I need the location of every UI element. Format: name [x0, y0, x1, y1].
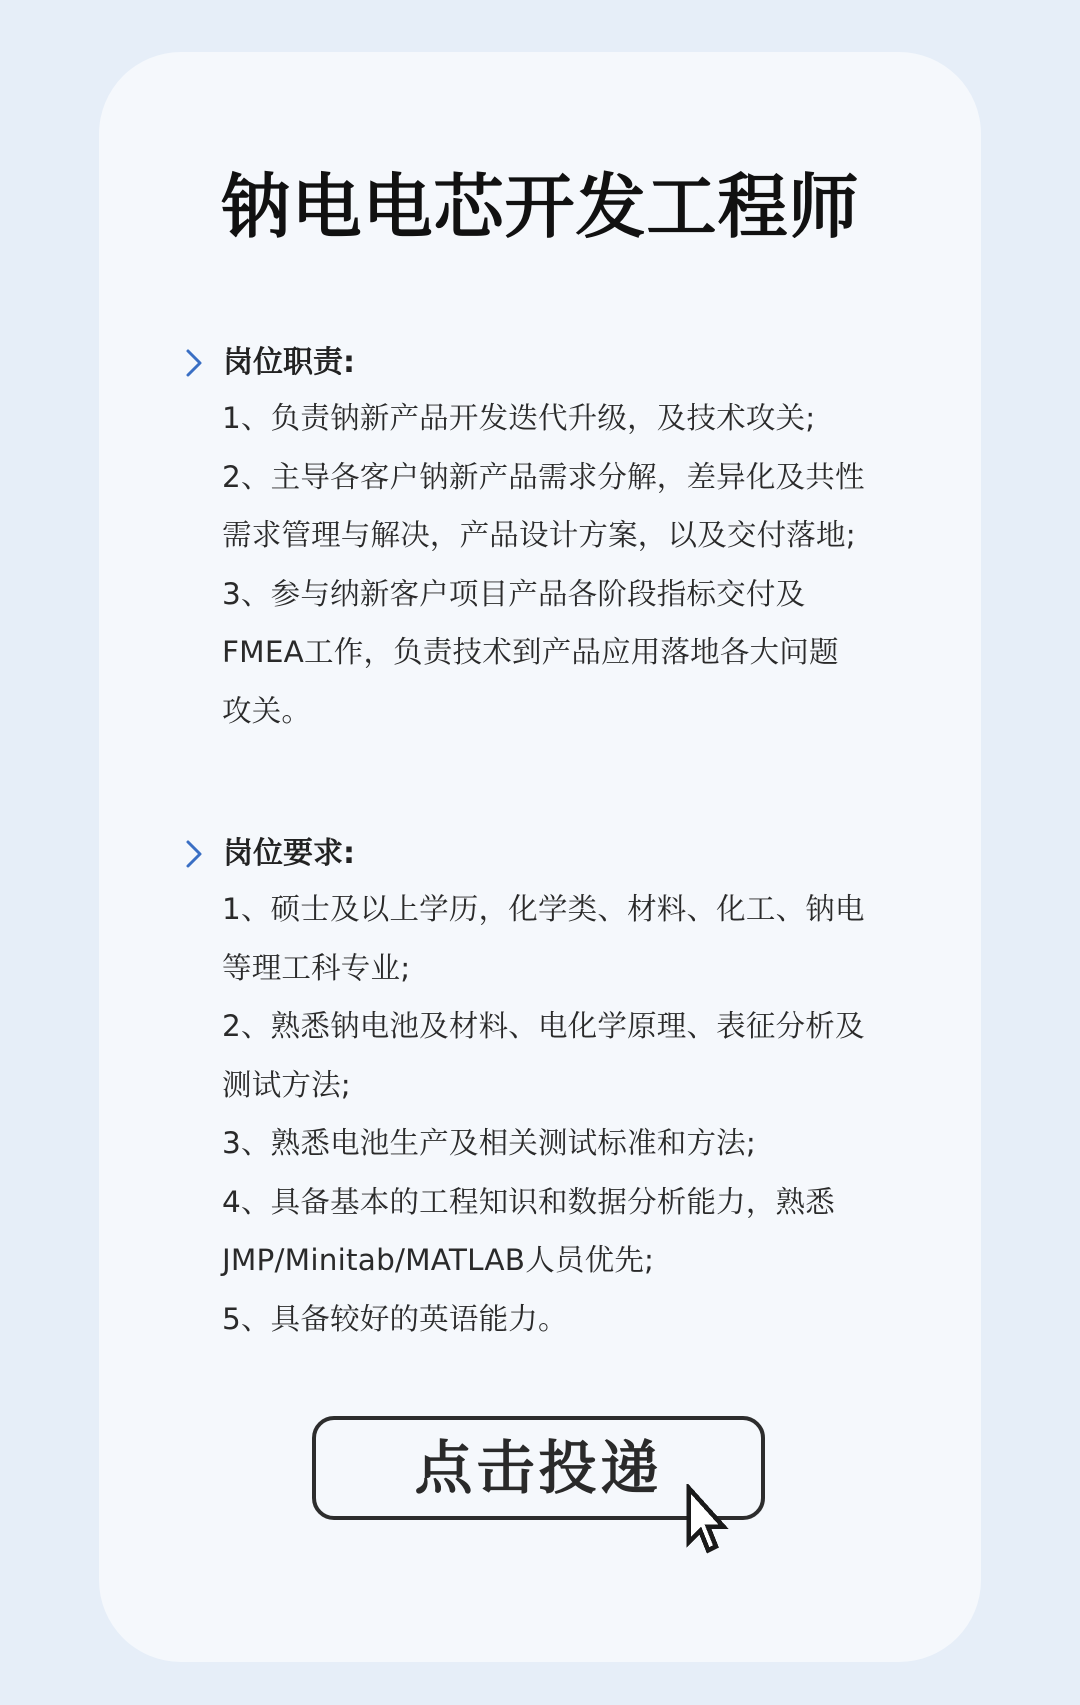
list-item: 4、具备基本的工程知识和数据分析能力，熟悉 JMP/Minitab/MATLAB人员优先; [222, 1184, 835, 1277]
requirements-list [185, 880, 905, 1348]
responsibilities-list [185, 389, 905, 740]
apply-button-label: 点击投递 [414, 1434, 663, 1502]
list-item: 2、主导各客户钠新产品需求分解，差异化及共性 需求管理与解决，产品设计方案，以及交付落地; [222, 459, 865, 552]
chevron-right-icon [185, 839, 203, 869]
section-title: 岗位要求: [223, 836, 355, 871]
section-header [185, 834, 905, 874]
list-item: 3、参与纳新客户项目产品各阶段指标交付及 FMEA工作，负责技术到产品应用落地各大问题 攻关。 [222, 576, 839, 728]
section-title: 岗位职责: [223, 345, 355, 380]
list-item: 3、熟悉电池生产及相关测试标准和方法; [222, 1126, 757, 1160]
pixel-cursor-icon [684, 1484, 740, 1562]
page-title: 钠电电芯开发工程师 [220, 166, 860, 248]
section-responsibilities [185, 343, 905, 740]
section-requirements [185, 834, 905, 1348]
section-header [185, 343, 905, 383]
list-item: 5、具备较好的英语能力。 [222, 1301, 568, 1336]
list-item: 1、负责钠新产品开发迭代升级，及技术攻关; [222, 401, 816, 435]
chevron-right-icon [185, 348, 203, 378]
list-item: 1、硕士及以上学历，化学类、材料、化工、钠电 等理工科专业; [222, 892, 865, 985]
list-item: 2、熟悉钠电池及材料、电化学原理、表征分析及 测试方法; [222, 1009, 865, 1102]
